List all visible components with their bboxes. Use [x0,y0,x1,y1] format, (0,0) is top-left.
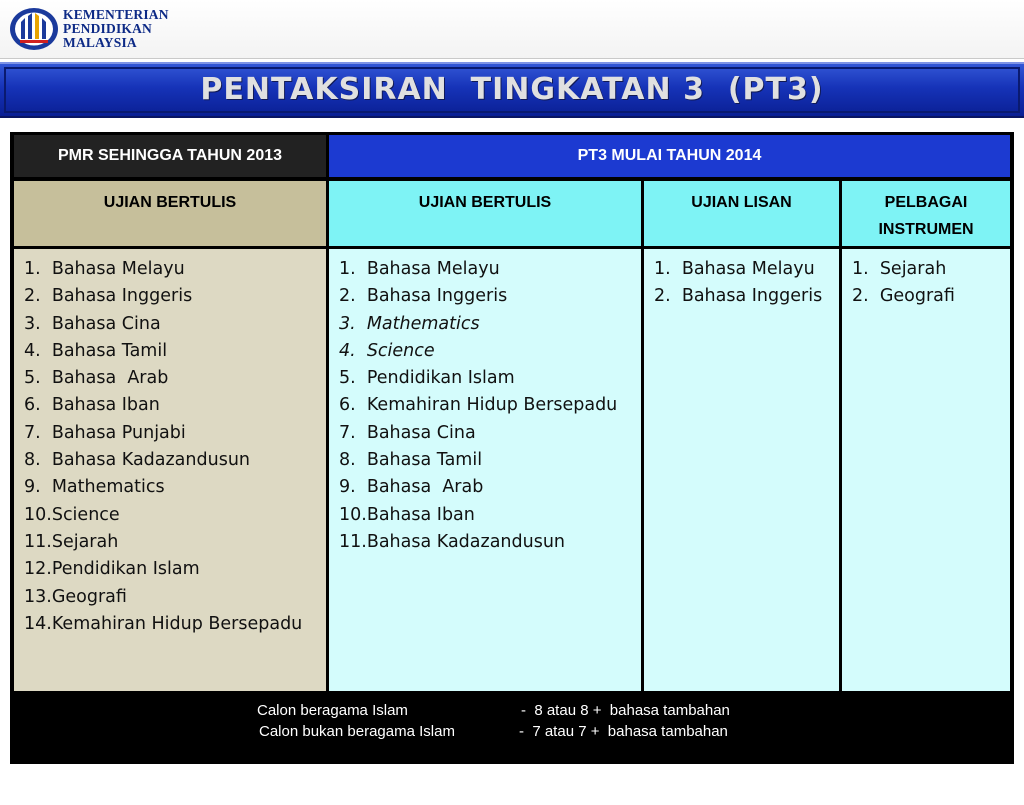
footer-value: - 8 atau 8 + bahasa tambahan [521,702,730,719]
list-item: 2. Bahasa Inggeris [339,286,508,307]
list-item: 1. Sejarah [852,259,947,279]
list-item: 9. Mathematics [24,477,165,498]
title-banner [0,62,1024,118]
logo-line-2: PENDIDIKAN [63,21,153,36]
slide-title: PENTAKSIRAN TINGKATAN 3 (PT3) [200,72,824,107]
list-item: 2. Bahasa Inggeris [654,286,823,307]
list-item: 3. Bahasa Cina [24,313,161,334]
list-item: 7. Bahasa Punjabi [24,422,186,443]
pt3-instrumen-subject-list [842,249,1010,691]
list-item: 12.Pendidikan Islam [24,559,200,580]
comparison-table [10,132,1014,764]
list-item: 4. Bahasa Tamil [24,340,168,361]
list-item: 6. Kemahiran Hidup Bersepadu [339,395,618,416]
list-item: 1. Bahasa Melayu [339,259,500,279]
footer-note [14,694,1010,760]
footer-label: Calon bukan beragama Islam [259,723,455,740]
logo-line-1: KEMENTERIAN [63,7,169,22]
list-item: 13.Geografi [24,586,127,607]
subheader-pt3-bertulis: UJIAN BERTULIS [329,181,641,246]
list-item: 5. Bahasa Arab [24,368,169,389]
ministry-logo-text [63,8,169,50]
ministry-logo-icon [8,6,60,52]
list-item: 3. Mathematics [339,313,480,334]
list-item: 2. Geografi [852,286,955,307]
logo-line-3: MALAYSIA [63,35,137,50]
list-item: 6. Bahasa Iban [24,395,160,416]
list-item: 8. Bahasa Tamil [339,450,483,471]
subheader-pmr-bertulis: UJIAN BERTULIS [14,181,326,246]
footer-row-islam [14,700,1010,721]
list-item: 8. Bahasa Kadazandusun [24,450,250,471]
footer-value: - 7 atau 7 + bahasa tambahan [519,723,728,740]
list-item: 7. Bahasa Cina [339,422,476,443]
header-pt3: PT3 MULAI TAHUN 2014 [329,135,1010,177]
list-item: 10.Bahasa Iban [339,504,475,525]
list-item: 14.Kemahiran Hidup Bersepadu [24,613,303,634]
list-item: 2. Bahasa Inggeris [24,286,193,307]
list-item: 4. Science [339,340,435,361]
pt3-bertulis-subject-list [329,249,641,691]
list-item: 1. Bahasa Melayu [24,259,185,279]
header-bar [0,0,1024,59]
subheader-pt3-lisan: UJIAN LISAN [644,181,839,246]
list-item: 9. Bahasa Arab [339,477,484,498]
list-item: 11.Bahasa Kadazandusun [339,531,566,552]
subheader-pt3-instrumen: PELBAGAI INSTRUMEN [842,181,1010,246]
list-item: 5. Pendidikan Islam [339,368,515,389]
header-pmr: PMR SEHINGGA TAHUN 2013 [14,135,326,177]
list-item: 1. Bahasa Melayu [654,259,815,279]
pmr-subject-list [14,249,326,691]
list-item: 10.Science [24,504,120,525]
footer-label: Calon beragama Islam [257,702,408,719]
footer-row-non-islam [14,721,1010,742]
list-item: 11.Sejarah [24,531,119,552]
pt3-lisan-subject-list [644,249,839,691]
